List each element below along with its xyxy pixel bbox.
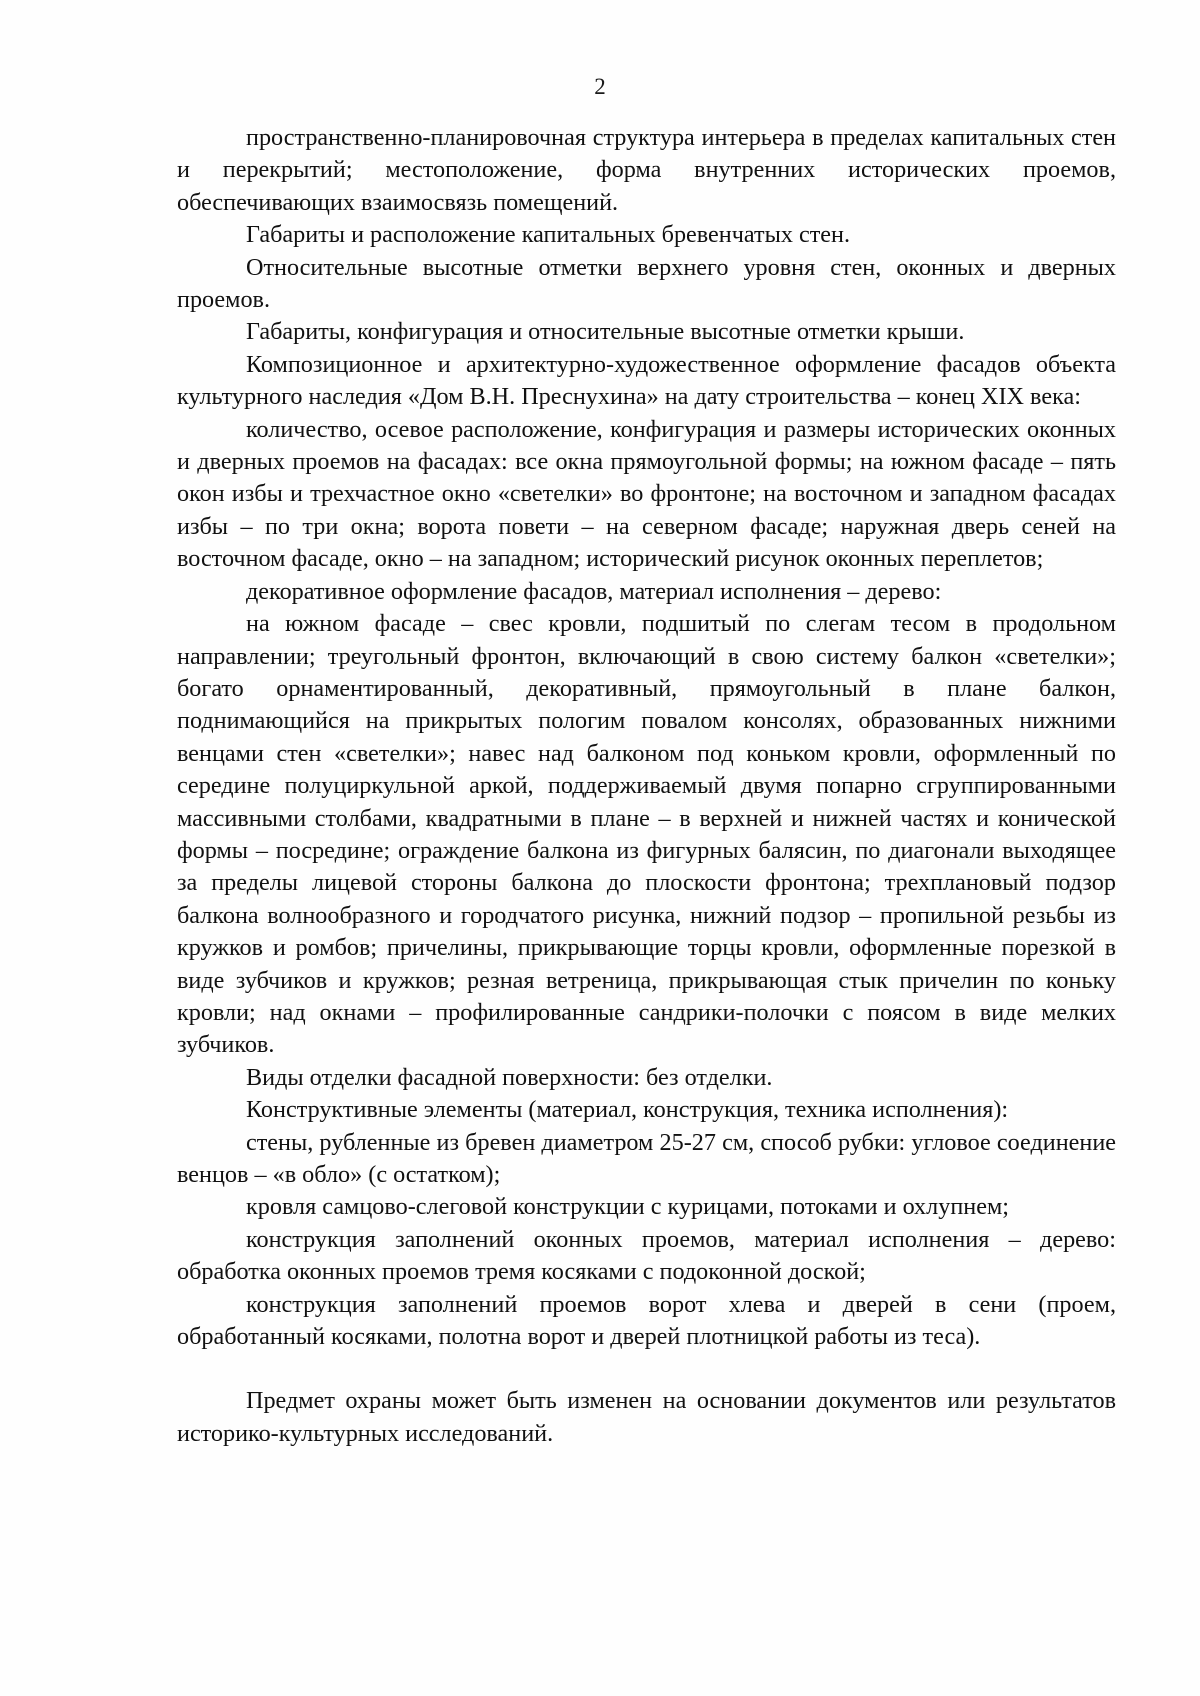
page-number: 2 bbox=[594, 74, 606, 99]
paragraph-finish-types: Виды отделки фасадной поверхности: без отделки. bbox=[246, 1063, 773, 1091]
paragraph-wall-dimensions: Габариты и расположение капитальных бревенчатых стен. bbox=[246, 221, 851, 249]
paragraph-walls: стены, рубленные из бревен диаметром 25-27 см, способ рубки: угловое соединение венцов – «в обло» (с остатком); bbox=[177, 1128, 1116, 1188]
paragraph-protection-note: Предмет охраны может быть изменен на основании документов или результатов историко-культурных исследований. bbox=[177, 1387, 1116, 1447]
paragraph-window-fillings: конструкция заполнений оконных проемов, материал исполнения – дерево: обработка оконных проемов тремя косяками с подоконной доской; bbox=[177, 1225, 1116, 1286]
paragraph-facade-composition: Композиционное и архитектурно-художественное оформление фасадов объекта культурного наследия «Дом В.Н. Преснухина» на дату строительства – конец XIX века: bbox=[177, 350, 1116, 411]
paragraph-height-marks: Относительные высотные отметки верхнего уровня стен, оконных и дверных проемов. bbox=[177, 253, 1116, 314]
paragraph-roofing: кровля самцово-слеговой конструкции с курицами, потоками и охлупнем; bbox=[246, 1193, 1009, 1221]
paragraph-structural-elements: Конструктивные элементы (материал, конструкция, техника исполнения): bbox=[246, 1096, 1009, 1124]
paragraph-roof-dimensions: Габариты, конфигурация и относительные высотные отметки крыши. bbox=[246, 318, 965, 346]
paragraph-south-facade: на южном фасаде – свес кровли, подшитый по слегам тесом в продольном направлении; треугольный фронтон, включающий в свою систему балкон «светелки»; богато орнаментированный, декоративный, прямоугольный в плане балкон, поднимающийся на прикрытых пологим повалом консолях, образованных нижними венцами стен «светелки»; навес над балконом под коньком кровли, оформленный по середине полуциркульной аркой, поддерживаемый двумя попарно сгруппированными массивными столбами, квадратными в плане – в верхней и нижней частях и конической формы – посредине; ограждение балкона из фигурных балясин, по диагонали выходящее за пределы лицевой стороны балкона до плоскости фронтона; трехплановый подзор балкона волнообразного и городчатого рисунка, нижний подзор – пропильной резьбы из кружков и ромбов; причелины, прикрывающие торцы кровли, оформленные порезкой в виде зубчиков и кружков; резная ветреница, прикрывающая стык причелин по коньку кровли; над окнами – профилированные сандрики-полочки с поясом в виде мелких зубчиков. bbox=[177, 610, 1116, 1059]
paragraph-gate-door-fillings: конструкция заполнений проемов ворот хлева и дверей в сени (проем, обработанный косяками, полотна ворот и дверей плотницкой работы из теса). bbox=[177, 1290, 1116, 1351]
paragraph-decorative-design: декоративное оформление фасадов, материал исполнения – дерево: bbox=[246, 577, 942, 605]
paragraph-interior-structure: пространственно-планировочная структура интерьера в пределах капитальных стен и перекрытий; местоположение, форма внутренних исторических проемов, обеспечивающих взаимосвязь помещений. bbox=[177, 124, 1116, 216]
paragraph-openings: количество, осевое расположение, конфигурация и размеры исторических оконных и дверных проемов на фасадах: все окна прямоугольной формы; на южном фасаде – пять окон избы и трехчастное окно «светелки» во фронтоне; на восточном и западном фасадах избы – по три окна; ворота повети – на северном фасаде; наружная дверь сеней на восточном фасаде, окно – на западном; исторический рисунок оконных переплетов; bbox=[177, 415, 1116, 573]
document-body bbox=[177, 122, 1116, 1450]
